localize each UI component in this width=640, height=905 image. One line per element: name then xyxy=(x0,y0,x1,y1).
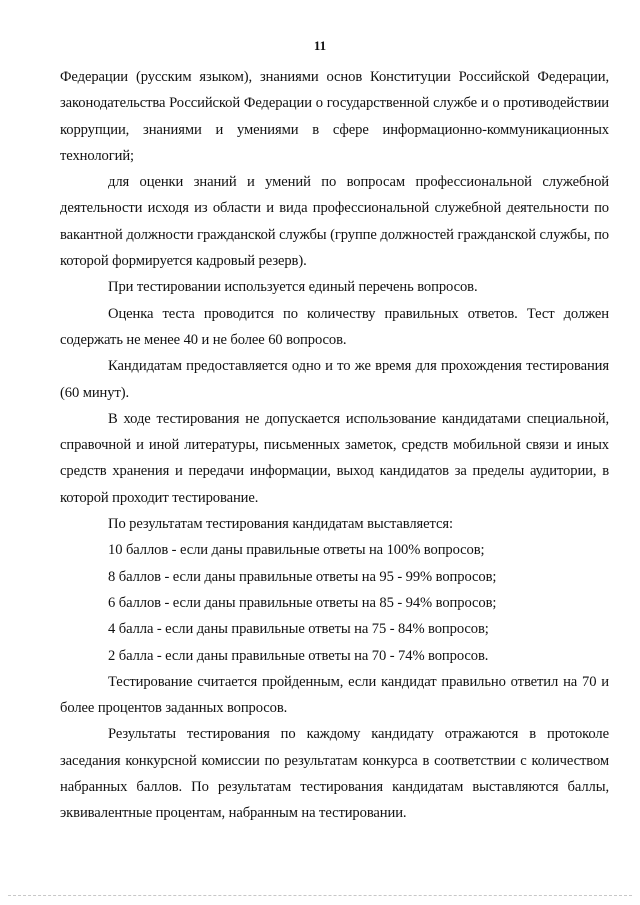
paragraph-test-evaluation: Оценка теста проводится по количеству правильных ответов. Тест должен содержать не менее 40 и не более 60 вопросов. xyxy=(60,305,609,348)
scoring-item-2: 2 балла - если даны правильные ответы на 70 - 74% вопросов. xyxy=(108,647,489,664)
scoring-item-8: 8 баллов - если даны правильные ответы на 95 - 99% вопросов; xyxy=(108,568,497,585)
paragraph-test-duration: Кандидатам предоставляется одно и то же время для прохождения тестирования (60 минут). xyxy=(60,358,609,401)
paragraph-continuation: Федерации (русским языком), знаниями основ Конституции Российской Федерации, законодательства Российской Федерации о государственной службе и о противодействии коррупции, знаниями и умениями в сфере информационно-коммуникационных технологий; xyxy=(60,69,609,164)
scoring-item-4: 4 балла - если даны правильные ответы на 75 - 84% вопросов; xyxy=(108,621,489,638)
page-number: 11 xyxy=(313,38,327,53)
paragraph-pass-criteria: Тестирование считается пройденным, если кандидат правильно ответил на 70 и более процентов заданных вопросов. xyxy=(60,673,609,717)
scoring-item-6: 6 баллов - если даны правильные ответы на 85 - 94% вопросов; xyxy=(108,594,497,611)
page-bottom-edge xyxy=(8,895,632,896)
paragraph-results-protocol: Результаты тестирования по каждому кандидату отражаются в протоколе заседания конкурсной комиссии по результатам конкурса в соответствии с количеством набранных баллов. По результатам тестирования кандидатам выставляются баллы, эквивалентные процентам, набранным на тестировании. xyxy=(60,726,609,822)
paragraph-professional-assessment: для оценки знаний и умений по вопросам профессиональной служебной деятельности исходя из области и вида профессиональной служебной деятельности по вакантной должности гражданской службы (группе должностей гражданской службы, по которой формируется кадровый резерв). xyxy=(60,174,609,270)
document-body xyxy=(60,64,609,827)
scoring-item-10: 10 баллов - если даны правильные ответы на 100% вопросов; xyxy=(108,542,485,559)
paragraph-testing-restrictions: В ходе тестирования не допускается использование кандидатами специальной, справочной и иной литературы, письменных заметок, средств мобильной связи и иных средств хранения и передачи информации, выход кандидатов за пределы аудитории, в которой проходит тестирование. xyxy=(60,410,609,506)
paragraph-scoring-intro: По результатам тестирования кандидатам выставляется: xyxy=(108,516,453,533)
paragraph-unified-question-list: При тестировании используется единый перечень вопросов. xyxy=(108,279,478,296)
